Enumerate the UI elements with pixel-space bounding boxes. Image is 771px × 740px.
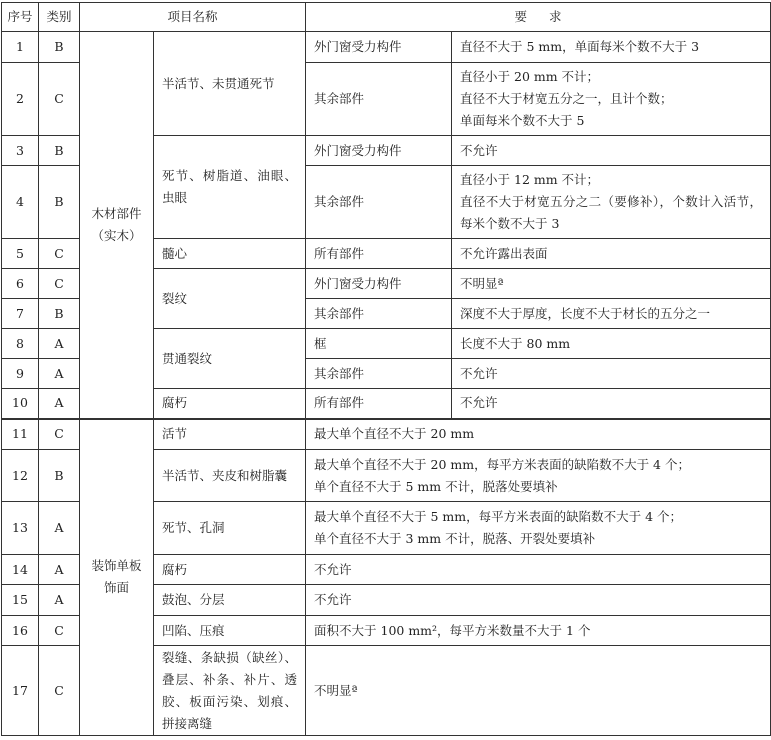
row-category: B — [39, 450, 80, 502]
row-category: A — [39, 585, 80, 616]
row-seq: 10 — [2, 389, 39, 419]
row-seq: 13 — [2, 502, 39, 555]
quality-requirements-table — [1, 2, 771, 736]
row-category: A — [39, 329, 80, 359]
row-item-name: 腐朽 — [154, 555, 306, 585]
row-requirement: 直径小于 12 mm 不计； 直径不大于材宽五分之二（要修补），个数计入活节，每米个数不大于 3 — [452, 166, 771, 239]
row-item-name: 腐朽 — [154, 389, 306, 419]
row-seq: 9 — [2, 359, 39, 389]
row-seq: 16 — [2, 616, 39, 646]
row-seq: 6 — [2, 269, 39, 299]
row-category: B — [39, 299, 80, 329]
row-part: 其余部件 — [306, 359, 452, 389]
row-item-name: 死节、孔洞 — [154, 502, 306, 555]
row-category: C — [39, 63, 80, 136]
row-seq: 3 — [2, 136, 39, 166]
row-category: C — [39, 419, 80, 450]
row-requirement: 直径小于 20 mm 不计； 直径不大于材宽五分之一，且计个数； 单面每米个数不大于 5 — [452, 63, 771, 136]
row-category: B — [39, 32, 80, 63]
row-seq: 7 — [2, 299, 39, 329]
row-requirement: 不允许 — [452, 136, 771, 166]
row-category: C — [39, 616, 80, 646]
table-row — [2, 32, 771, 63]
row-item-name: 贯通裂纹 — [154, 329, 306, 389]
table-row — [2, 419, 771, 450]
header-seq: 序号 — [2, 3, 39, 32]
row-requirement: 深度不大于厚度，长度不大于材长的五分之一 — [452, 299, 771, 329]
row-item-name: 裂缝、条缺损（缺丝）、叠层、补条、补片、透胶、板面污染、划痕、拼接离缝 — [154, 646, 306, 736]
row-seq: 17 — [2, 646, 39, 736]
row-item-name: 鼓泡、分层 — [154, 585, 306, 616]
row-category: C — [39, 269, 80, 299]
row-part: 其余部件 — [306, 299, 452, 329]
row-part: 所有部件 — [306, 389, 452, 419]
row-requirement: 不允许 — [452, 389, 771, 419]
row-seq: 5 — [2, 239, 39, 269]
row-requirement: 不明显ª — [452, 269, 771, 299]
row-category: A — [39, 502, 80, 555]
group-wood-parts: 木材部件 （实木） — [80, 32, 154, 419]
row-category: C — [39, 646, 80, 736]
header-item-name: 项目名称 — [80, 3, 306, 32]
row-seq: 2 — [2, 63, 39, 136]
header-row — [2, 3, 771, 32]
row-requirement: 最大单个直径不大于 20 mm — [306, 419, 771, 450]
row-item-name: 裂纹 — [154, 269, 306, 329]
row-category: B — [39, 136, 80, 166]
row-requirement: 面积不大于 100 mm²，每平方米数量不大于 1 个 — [306, 616, 771, 646]
row-item-name: 死节、树脂道、油眼、虫眼 — [154, 136, 306, 239]
row-seq: 11 — [2, 419, 39, 450]
header-req-right: 求 — [549, 9, 562, 24]
row-requirement: 最大单个直径不大于 20 mm，每平方米表面的缺陷数不大于 4 个； 单个直径不大于 5 mm 不计，脱落处要填补 — [306, 450, 771, 502]
row-part: 其余部件 — [306, 166, 452, 239]
row-seq: 4 — [2, 166, 39, 239]
row-item-name: 凹陷、压痕 — [154, 616, 306, 646]
row-requirement: 不允许 — [306, 585, 771, 616]
row-seq: 14 — [2, 555, 39, 585]
group-veneer-surface: 装饰单板 饰面 — [80, 419, 154, 736]
row-part: 外门窗受力构件 — [306, 32, 452, 63]
row-seq: 15 — [2, 585, 39, 616]
row-category: A — [39, 389, 80, 419]
row-requirement: 不允许露出表面 — [452, 239, 771, 269]
row-seq: 12 — [2, 450, 39, 502]
row-item-name: 活节 — [154, 419, 306, 450]
row-seq: 1 — [2, 32, 39, 63]
row-requirement: 不明显ª — [306, 646, 771, 736]
row-item-name: 半活节、夹皮和树脂囊 — [154, 450, 306, 502]
row-requirement: 长度不大于 80 mm — [452, 329, 771, 359]
row-part: 外门窗受力构件 — [306, 136, 452, 166]
row-category: C — [39, 239, 80, 269]
row-requirement: 不允许 — [452, 359, 771, 389]
row-requirement: 不允许 — [306, 555, 771, 585]
row-requirement: 直径不大于 5 mm，单面每米个数不大于 3 — [452, 32, 771, 63]
row-part: 其余部件 — [306, 63, 452, 136]
row-requirement: 最大单个直径不大于 5 mm，每平方米表面的缺陷数不大于 4 个； 单个直径不大于 3 mm 不计，脱落、开裂处要填补 — [306, 502, 771, 555]
row-item-name: 髓心 — [154, 239, 306, 269]
row-category: A — [39, 359, 80, 389]
row-category: B — [39, 166, 80, 239]
header-requirements — [306, 3, 771, 32]
header-category: 类别 — [39, 3, 80, 32]
header-req-left: 要 — [514, 9, 528, 24]
row-seq: 8 — [2, 329, 39, 359]
row-category: A — [39, 555, 80, 585]
row-part: 外门窗受力构件 — [306, 269, 452, 299]
row-item-name: 半活节、未贯通死节 — [154, 32, 306, 136]
row-part: 所有部件 — [306, 239, 452, 269]
row-part: 框 — [306, 329, 452, 359]
